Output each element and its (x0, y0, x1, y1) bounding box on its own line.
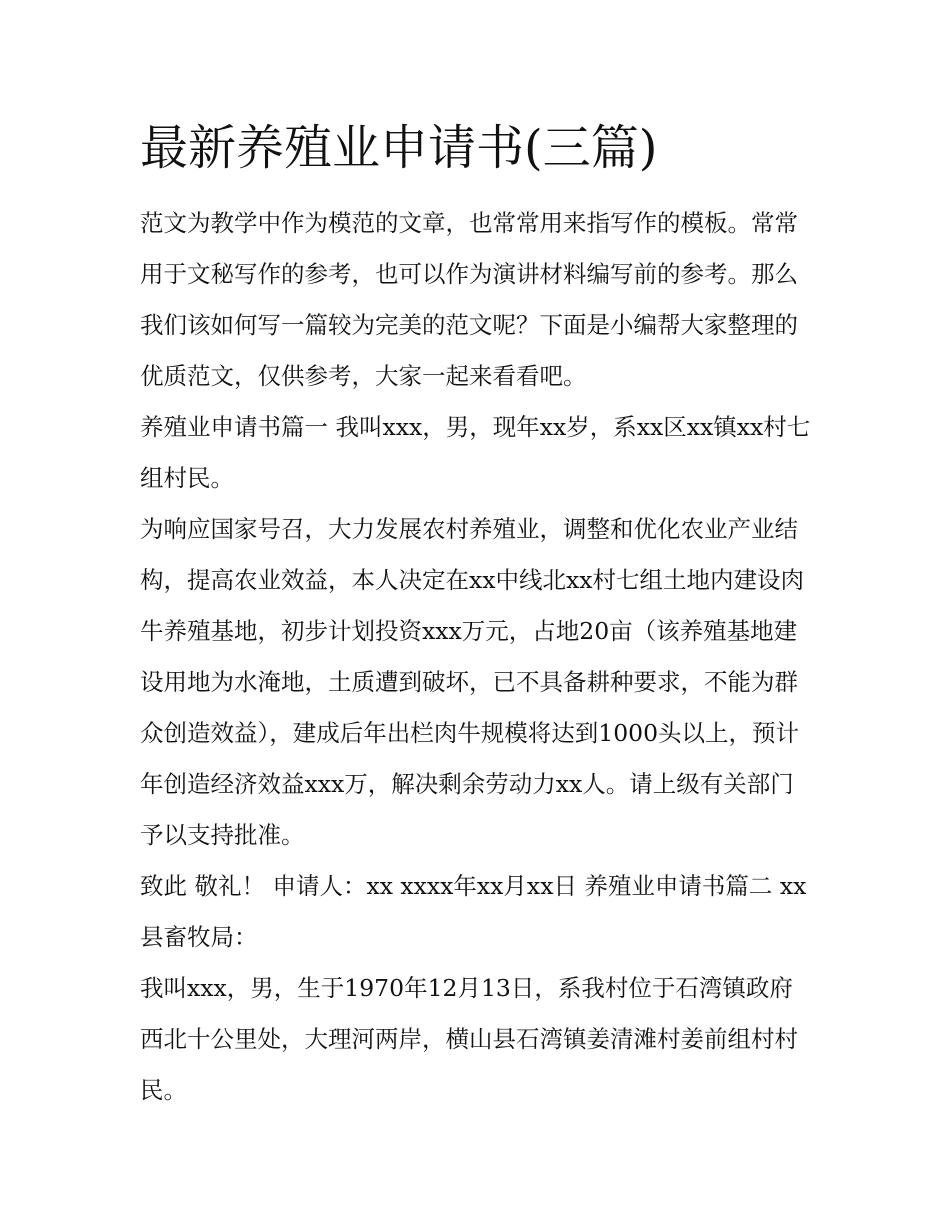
document-title: 最新养殖业申请书(三篇) (140, 120, 658, 176)
paragraph-closing: 致此 敬礼！ 申请人：xx xxxx年xx月xx日 养殖业申请书篇二 xx县畜牧局： (140, 872, 807, 951)
paragraph-intro: 范文为教学中作为模范的文章，也常常用来指写作的模板。常常用于文秘写作的参考，也可以作为演讲材料编写前的参考。那么我们该如何写一篇较为完美的范文呢？下面是小编帮大家整理的优质范文，仅供参考，大家一起来看看吧。 (140, 209, 798, 390)
paragraph-applicant-two: 我叫xxx，男，生于1970年12月13日，系我村位于石湾镇政府西北十公里处，大理河两岸，横山县石湾镇姜清滩村姜前组村村民。 (140, 974, 798, 1104)
paragraph-applicant-intro: 养殖业申请书篇一 我叫xxx，男，现年xx岁，系xx区xx镇xx村七组村民。 (140, 413, 811, 492)
paragraph-plan: 为响应国家号召，大力发展农村养殖业，调整和优化农业产业结构，提高农业效益，本人决定在xx中线北xx村七组土地内建设肉牛养殖基地，初步计划投资xxx万元，占地20亩（该养殖基地建设用地为水淹地，土质遭到破坏，已不具备耕种要求，不能为群众创造效益），建成后年出栏肉牛规模将达到1000头以上，预计年创造经济效益xxx万，解决剩余劳动力xx人。请上级有关部门予以支持批准。 (140, 515, 805, 849)
document-body (140, 198, 812, 1116)
